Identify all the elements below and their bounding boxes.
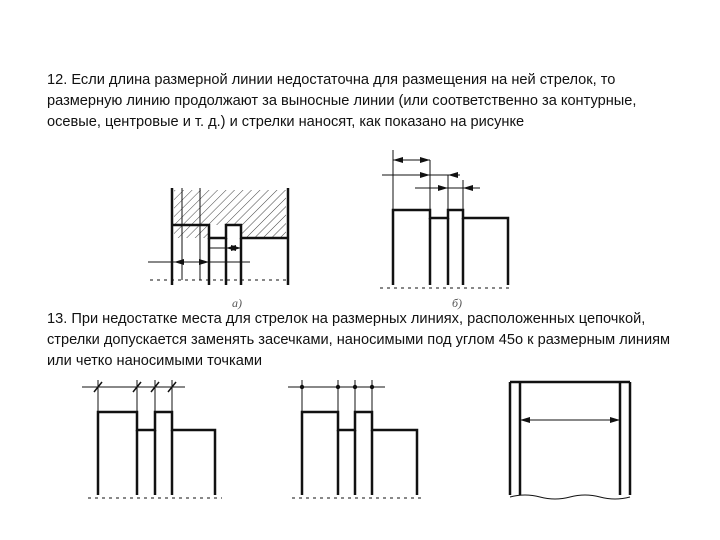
section-13-text: 13. При недостатке места для стрелок на размерных линиях, расположенных цепочкой, стрелки допускается заменять засечками, наносимыми под углом 45о к размерным линиям или четко наносимыми точками bbox=[47, 311, 671, 369]
section-12-text: 12. Если длина размерной линии недостаточна для размещения на ней стрелок, то размерную линию продолжают за выносные линии (или соответственно за контурные, осевые, центровые и т. д.) и стрелки наносят, как показано на рисунке bbox=[47, 72, 637, 130]
caption-b: б) bbox=[452, 296, 463, 310]
caption-a: а) bbox=[232, 296, 242, 310]
